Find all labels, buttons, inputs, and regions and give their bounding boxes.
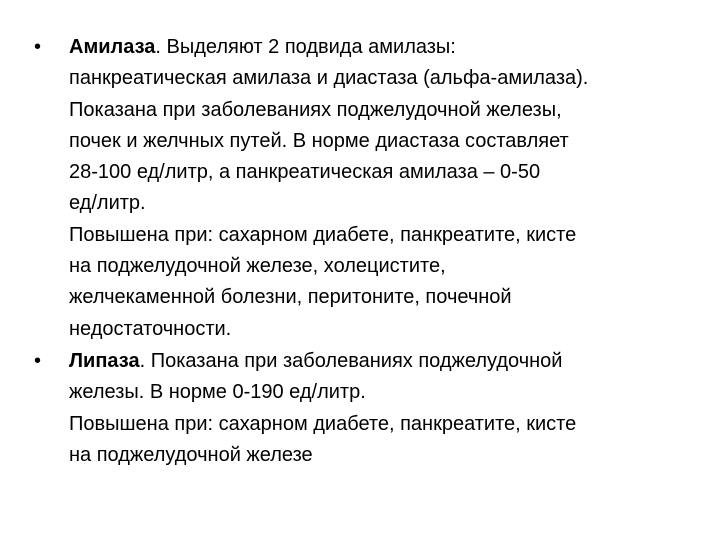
lipase-line-1-text: . Показана при заболеваниях поджелудочной [139,349,563,372]
amylase-line-7: Повышена при: сахарном диабете, панкреатите, кисте [69,223,577,246]
amylase-line-1-text: . Выделяют 2 подвида амилазы: [155,36,456,58]
amylase-line-5: 28-100 ед/литр, а панкреатическая амилаза – 0-50 [69,161,541,184]
amylase-line-3: Показана при заболеваниях поджелудочной железы, [69,98,562,121]
bullet-item-amylase [34,32,684,345]
bullet-marker: • [34,36,42,58]
amylase-line-6: ед/литр. [69,192,146,215]
lipase-line-1 [69,346,684,377]
lipase-line-2: железы. В норме 0-190 ед/литр. [69,381,366,404]
amylase-line-10: недостаточности. [69,317,232,340]
amylase-line-4: почек и желчных путей. В норме диастаза составляет [69,129,569,152]
amylase-line-9: желчекаменной болезни, перитоните, почечной [69,286,512,309]
amylase-line-1 [69,32,684,63]
bullet-list [34,32,684,472]
lipase-line-4: на поджелудочной железе [69,443,313,466]
amylase-line-8: на поджелудочной железе, холецистите, [69,255,446,278]
amylase-line-2: панкреатическая амилаза и диастаза (альфа-амилаза). [69,67,589,90]
bullet-marker: • [34,349,42,372]
lipase-line-3: Повышена при: сахарном диабете, панкреатите, кисте [69,412,577,435]
bullet-item-lipase [34,346,684,471]
amylase-term: Амилаза [69,36,156,58]
lipase-term: Липаза [69,349,140,372]
